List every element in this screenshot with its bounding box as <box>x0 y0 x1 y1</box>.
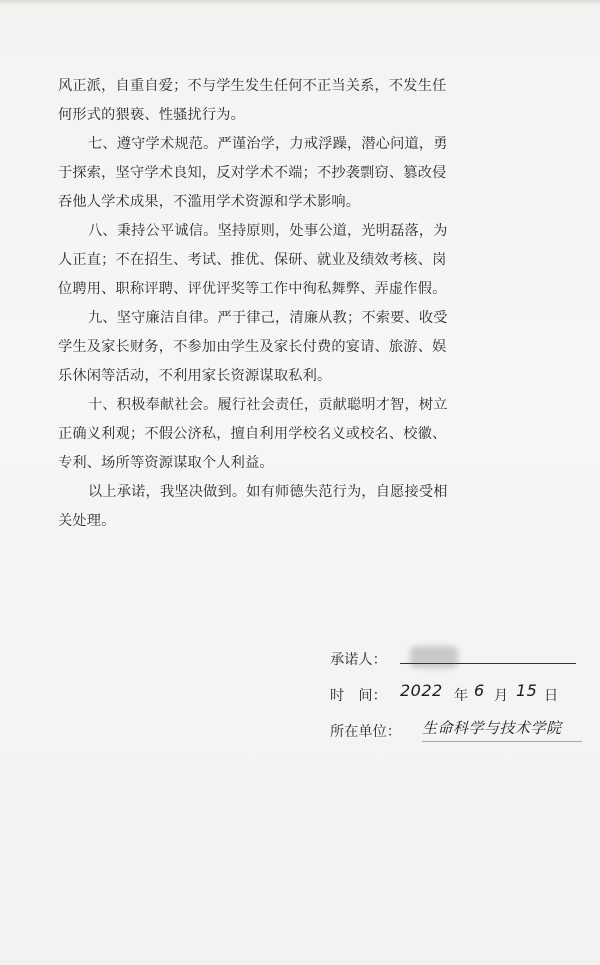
text-line: 学生及家长财务，不参加由学生及家长付费的宴请、旅游、娱 <box>58 339 447 355</box>
text-line: 吞他人学术成果，不滥用学术资源和学术影响。 <box>58 194 361 210</box>
text-line: 何形式的猥亵、性骚扰行为。 <box>58 107 246 123</box>
handwritten-unit: 生命科学与技术学院 <box>422 719 562 737</box>
handwritten-month: 6 <box>474 681 485 700</box>
date-row <box>330 681 590 717</box>
clause-10-heading-line: 十、积极奉献社会。履行社会责任，贡献聪明才智，树立 <box>88 397 448 413</box>
unit-label: 所在单位： <box>330 724 401 740</box>
text-line: 位聘用、职称评聘、评优评奖等工作中徇私舞弊、弄虚作假。 <box>58 281 447 297</box>
text-line: 正确义利观；不假公济私，擅自利用学校名义或校名、校徽、 <box>58 426 447 442</box>
year-char: 年 <box>454 688 469 704</box>
page-top-edge <box>0 0 600 6</box>
signature-underline <box>400 663 576 664</box>
text-line: 人正直；不在招生、考试、推优、保研、就业及绩效考核、岗 <box>58 252 447 268</box>
text-line: 关处理。 <box>58 513 116 529</box>
document-body <box>58 72 558 536</box>
handwritten-year: 2022 <box>400 681 443 700</box>
text-line: 专利、场所等资源谋取个人利益。 <box>58 455 274 471</box>
clause-8-heading-line: 八、秉持公平诚信。坚持原则，处事公道，光明磊落，为 <box>88 223 448 239</box>
clause-9-heading-line: 九、坚守廉洁自律。严于律己，清廉从教；不索要、收受 <box>88 310 448 326</box>
text-line: 乐休闲等活动，不利用家长资源谋取私利。 <box>58 368 332 384</box>
signature-block <box>330 645 590 753</box>
text-line: 于探索，坚守学术良知，反对学术不端；不抄袭剽窃、篡改侵 <box>58 165 447 181</box>
promisor-label: 承诺人： <box>330 652 387 668</box>
closing-statement-line: 以上承诺，我坚决做到。如有师德失范行为，自愿接受相 <box>88 484 448 500</box>
month-char: 月 <box>494 688 509 704</box>
clause-7-heading-line: 七、遵守学术规范。严谨治学，力戒浮躁，潜心问道，勇 <box>88 136 448 152</box>
time-label: 时 间： <box>330 688 387 704</box>
unit-row <box>330 717 590 753</box>
promisor-row <box>330 645 590 681</box>
day-char: 日 <box>544 688 559 704</box>
redacted-signature <box>410 646 458 668</box>
handwritten-day: 15 <box>516 681 538 700</box>
unit-underline <box>422 741 582 742</box>
text-line: 风正派，自重自爱；不与学生发生任何不正当关系，不发生任 <box>58 78 447 94</box>
